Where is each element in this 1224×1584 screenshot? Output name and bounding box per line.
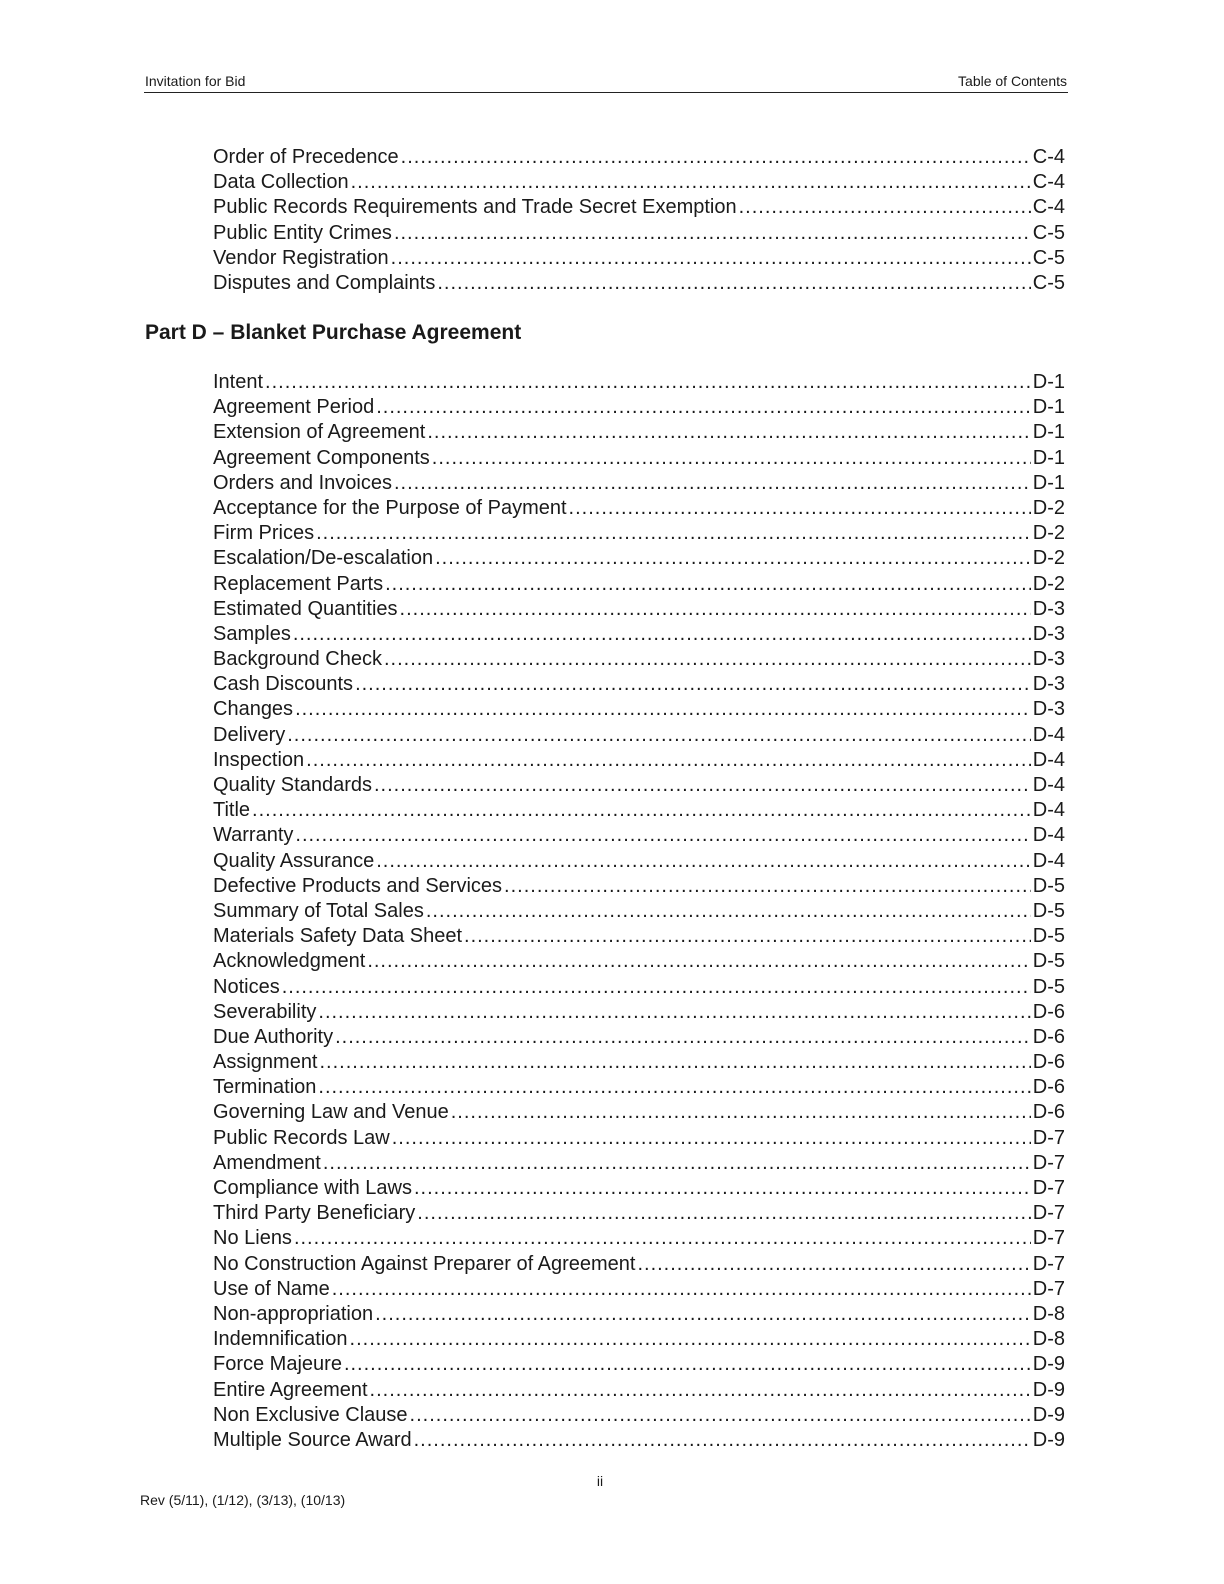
dot-leader xyxy=(370,1378,1031,1403)
toc-entry-title: Acknowledgment xyxy=(213,950,366,973)
toc-entry-page: D-6 xyxy=(1032,1101,1065,1124)
dot-leader xyxy=(332,1277,1031,1302)
toc-entry xyxy=(213,1378,1065,1403)
toc-entry xyxy=(213,1277,1065,1302)
dot-leader xyxy=(287,723,1031,748)
toc-entry xyxy=(213,1126,1065,1151)
toc-entry-title: Use of Name xyxy=(213,1277,330,1300)
toc-entry xyxy=(213,975,1065,1000)
toc-entry-page: D-9 xyxy=(1032,1378,1065,1401)
part-d-heading: Part D – Blanket Purchase Agreement xyxy=(145,321,522,344)
toc-entry xyxy=(213,1000,1065,1025)
dot-leader xyxy=(351,170,1031,195)
toc-entry xyxy=(213,1075,1065,1100)
toc-entry-page: D-2 xyxy=(1032,496,1065,519)
toc-entry xyxy=(213,723,1065,748)
dot-leader xyxy=(384,647,1031,672)
dot-leader xyxy=(350,1327,1031,1352)
toc-entry xyxy=(213,1151,1065,1176)
toc-entry-page: D-1 xyxy=(1032,471,1065,494)
toc-entry-page: D-2 xyxy=(1032,572,1065,595)
toc-entry-title: Public Records Requirements and Trade Secret Exemption xyxy=(213,196,737,219)
toc-entry xyxy=(213,697,1065,722)
dot-leader xyxy=(376,849,1031,874)
toc-entry-page: D-3 xyxy=(1032,673,1065,696)
toc-entry-page: D-7 xyxy=(1032,1177,1065,1199)
toc-entry xyxy=(213,246,1065,271)
dot-leader xyxy=(374,773,1031,798)
dot-leader xyxy=(306,748,1031,773)
toc-entry-title: Third Party Beneficiary xyxy=(213,1202,416,1225)
toc-entry-page: D-2 xyxy=(1032,547,1065,570)
toc-entry xyxy=(213,798,1065,823)
dot-leader xyxy=(293,622,1031,647)
dot-leader xyxy=(355,672,1031,697)
toc-entry-page: D-3 xyxy=(1032,648,1065,671)
toc-entry-title: Force Majeure xyxy=(213,1353,342,1376)
dot-leader xyxy=(414,1428,1031,1453)
toc-entry xyxy=(213,521,1065,546)
toc-entry xyxy=(213,823,1065,848)
toc-entry xyxy=(213,1176,1065,1201)
dot-leader xyxy=(394,471,1031,496)
toc-entry xyxy=(213,446,1065,471)
toc-entry-page: D-2 xyxy=(1032,522,1065,545)
toc-entry-title: Acceptance for the Purpose of Payment xyxy=(213,496,567,519)
toc-entry-title: Vendor Registration xyxy=(213,246,389,269)
toc-entry-page: D-5 xyxy=(1032,925,1065,948)
toc-entry-page: C-5 xyxy=(1032,246,1065,269)
toc-entry-page: C-4 xyxy=(1032,171,1065,194)
toc-entry-page: D-7 xyxy=(1032,1252,1065,1275)
dot-leader xyxy=(394,221,1031,246)
toc-entry xyxy=(213,271,1065,296)
toc-entry xyxy=(213,1050,1065,1075)
toc-entry xyxy=(213,1226,1065,1251)
dot-leader xyxy=(295,697,1031,722)
toc-entry-title: Agreement Components xyxy=(213,446,430,469)
toc-entry-title: Compliance with Laws xyxy=(213,1177,412,1199)
toc-entry-title: Amendment xyxy=(213,1151,321,1174)
toc-entry-page: D-5 xyxy=(1032,975,1065,998)
toc-entry-title: Non-appropriation xyxy=(213,1302,374,1325)
toc-entry-title: Title xyxy=(213,799,251,822)
toc-entry-title: Changes xyxy=(213,698,294,721)
toc-entry-page: D-6 xyxy=(1032,1025,1065,1048)
toc-entry-page: C-5 xyxy=(1032,271,1065,294)
toc-entry-title: Cash Discounts xyxy=(213,673,354,696)
dot-leader xyxy=(410,1403,1031,1428)
toc-entry-page: D-4 xyxy=(1032,748,1065,771)
toc-entry xyxy=(213,1327,1065,1352)
toc-entry-title: No Construction Against Preparer of Agreement xyxy=(213,1252,636,1275)
toc-entry-title: Severability xyxy=(213,1000,317,1023)
page-number: ii xyxy=(596,1473,604,1489)
dot-leader xyxy=(376,395,1031,420)
header-rule xyxy=(144,92,1068,93)
toc-entry-title: Data Collection xyxy=(213,171,349,194)
toc-entry xyxy=(213,949,1065,974)
toc-entry-page: D-1 xyxy=(1032,396,1065,419)
toc-entry xyxy=(213,1428,1065,1453)
toc-entry-title: Intent xyxy=(213,371,264,393)
toc-entry-title: Summary of Total Sales xyxy=(213,899,424,922)
toc-entry-title: Entire Agreement xyxy=(213,1378,368,1401)
header-section-title: Table of Contents xyxy=(958,73,1067,89)
toc-entry-title: Governing Law and Venue xyxy=(213,1101,449,1124)
toc-entry xyxy=(213,370,1065,395)
toc-entry-page: D-6 xyxy=(1032,1051,1065,1074)
toc-entry-page: D-4 xyxy=(1032,774,1065,796)
dot-leader xyxy=(569,496,1031,521)
toc-entry-page: C-4 xyxy=(1032,196,1065,219)
toc-entry-page: D-9 xyxy=(1032,1353,1065,1376)
toc-entry xyxy=(213,924,1065,949)
toc-entry-page: D-3 xyxy=(1032,698,1065,721)
toc-entry-title: Materials Safety Data Sheet xyxy=(213,925,463,948)
toc-entry-page: D-4 xyxy=(1032,849,1065,872)
toc-entry-page: D-5 xyxy=(1032,899,1065,922)
toc-entry-page: D-9 xyxy=(1032,1403,1065,1426)
dot-leader xyxy=(426,899,1031,924)
toc-entry xyxy=(213,395,1065,420)
dot-leader xyxy=(323,1151,1031,1176)
toc-entry-page: D-5 xyxy=(1032,950,1065,973)
toc-entry-title: Multiple Source Award xyxy=(213,1428,412,1451)
dot-leader xyxy=(295,823,1030,848)
toc-entry-page: D-3 xyxy=(1032,597,1065,620)
toc-entry-page: D-4 xyxy=(1032,723,1065,746)
toc-entry-title: Quality Standards xyxy=(213,774,372,796)
toc-entry-title: Termination xyxy=(213,1076,317,1099)
toc-entry-title: Agreement Period xyxy=(213,396,375,419)
dot-leader xyxy=(401,145,1031,170)
dot-leader xyxy=(294,1226,1031,1251)
toc-entry xyxy=(213,1025,1065,1050)
toc-entry-page: D-4 xyxy=(1032,799,1065,822)
toc-entry-page: D-7 xyxy=(1032,1227,1065,1250)
toc-entry-title: Samples xyxy=(213,622,291,645)
dot-leader xyxy=(739,195,1031,220)
toc-entry-page: D-6 xyxy=(1032,1000,1065,1023)
toc-entry-title: Defective Products and Services xyxy=(213,874,503,897)
toc-entry xyxy=(213,1201,1065,1226)
toc-entry xyxy=(213,572,1065,597)
revision-note: Rev (5/11), (1/12), (3/13), (10/13) xyxy=(140,1492,346,1508)
dot-leader xyxy=(265,370,1031,395)
toc-entry xyxy=(213,221,1065,246)
toc-entry-title: Public Records Law xyxy=(213,1126,390,1149)
toc-entry-title: Estimated Quantities xyxy=(213,597,398,620)
toc-entry-title: Public Entity Crimes xyxy=(213,221,392,244)
toc-entry xyxy=(213,546,1065,571)
toc-entry-title: Replacement Parts xyxy=(213,572,384,595)
toc-entry-title: Escalation/De-escalation xyxy=(213,547,434,570)
dot-leader xyxy=(318,1000,1030,1025)
toc-entry-page: D-1 xyxy=(1032,446,1065,469)
toc-entry xyxy=(213,195,1065,220)
dot-leader xyxy=(385,572,1031,597)
toc-entry xyxy=(213,647,1065,672)
toc-entry xyxy=(213,496,1065,521)
toc-entry-page: D-3 xyxy=(1032,622,1065,645)
toc-entry-page: D-7 xyxy=(1032,1126,1065,1149)
dot-leader xyxy=(392,1126,1031,1151)
dot-leader xyxy=(417,1201,1030,1226)
dot-leader xyxy=(427,420,1030,445)
toc-entry-title: Delivery xyxy=(213,723,286,746)
toc-entry xyxy=(213,597,1065,622)
toc-entry xyxy=(213,849,1065,874)
dot-leader xyxy=(637,1252,1030,1277)
dot-leader xyxy=(400,597,1031,622)
toc-entry-page: D-4 xyxy=(1032,824,1065,847)
dot-leader xyxy=(451,1100,1031,1125)
toc-entry xyxy=(213,145,1065,170)
toc-entry-page: D-7 xyxy=(1032,1202,1065,1225)
toc-entry-title: Non Exclusive Clause xyxy=(213,1403,408,1426)
toc-entry xyxy=(213,471,1065,496)
toc-entry-title: Assignment xyxy=(213,1051,318,1074)
dot-leader xyxy=(335,1025,1031,1050)
dot-leader xyxy=(282,975,1031,1000)
header-document-title: Invitation for Bid xyxy=(145,73,246,89)
toc-entry xyxy=(213,1302,1065,1327)
dot-leader xyxy=(367,949,1030,974)
toc-entry-page: D-8 xyxy=(1032,1302,1065,1325)
toc-entry-title: Orders and Invoices xyxy=(213,471,392,494)
toc-entry-page: D-7 xyxy=(1032,1151,1065,1174)
toc-entry xyxy=(213,748,1065,773)
dot-leader xyxy=(435,546,1031,571)
dot-leader xyxy=(432,446,1031,471)
toc-entry-title: Extension of Agreement xyxy=(213,421,426,444)
toc-entry xyxy=(213,1352,1065,1377)
toc-entry-page: D-1 xyxy=(1032,421,1065,444)
toc-entry-title: Indemnification xyxy=(213,1328,348,1351)
toc-entry xyxy=(213,1100,1065,1125)
toc-part-d-list xyxy=(213,370,1065,1453)
toc-entry-title: Inspection xyxy=(213,748,305,771)
toc-entry-page: D-6 xyxy=(1032,1076,1065,1099)
dot-leader xyxy=(375,1302,1031,1327)
dot-leader xyxy=(437,271,1030,296)
toc-entry-page: C-5 xyxy=(1032,221,1065,244)
toc-entry xyxy=(213,773,1065,798)
dot-leader xyxy=(504,874,1031,899)
dot-leader xyxy=(391,246,1031,271)
toc-entry xyxy=(213,874,1065,899)
toc-entry xyxy=(213,170,1065,195)
toc-entry-title: No Liens xyxy=(213,1227,292,1250)
toc-entry-page: C-4 xyxy=(1032,146,1065,168)
toc-entry-title: Order of Precedence xyxy=(213,146,399,168)
toc-entry-title: Due Authority xyxy=(213,1025,334,1048)
dot-leader xyxy=(414,1176,1031,1201)
toc-entry-title: Firm Prices xyxy=(213,522,315,545)
dot-leader xyxy=(252,798,1031,823)
toc-entry xyxy=(213,899,1065,924)
toc-entry-page: D-9 xyxy=(1032,1428,1065,1451)
toc-entry-page: D-7 xyxy=(1032,1277,1065,1300)
dot-leader xyxy=(344,1352,1031,1377)
dot-leader xyxy=(316,521,1031,546)
toc-entry-title: Notices xyxy=(213,975,280,998)
toc-entry-page: D-1 xyxy=(1032,371,1065,393)
toc-entry xyxy=(213,622,1065,647)
toc-part-c-list xyxy=(213,145,1065,296)
toc-entry xyxy=(213,672,1065,697)
dot-leader xyxy=(318,1075,1030,1100)
toc-entry-title: Background Check xyxy=(213,648,382,671)
toc-entry-title: Disputes and Complaints xyxy=(213,271,436,294)
dot-leader xyxy=(464,924,1031,949)
toc-entry xyxy=(213,420,1065,445)
toc-entry-page: D-8 xyxy=(1032,1328,1065,1351)
toc-entry xyxy=(213,1252,1065,1277)
toc-entry xyxy=(213,1403,1065,1428)
toc-entry-page: D-5 xyxy=(1032,874,1065,897)
dot-leader xyxy=(320,1050,1031,1075)
toc-entry-title: Quality Assurance xyxy=(213,849,375,872)
toc-entry-title: Warranty xyxy=(213,824,294,847)
